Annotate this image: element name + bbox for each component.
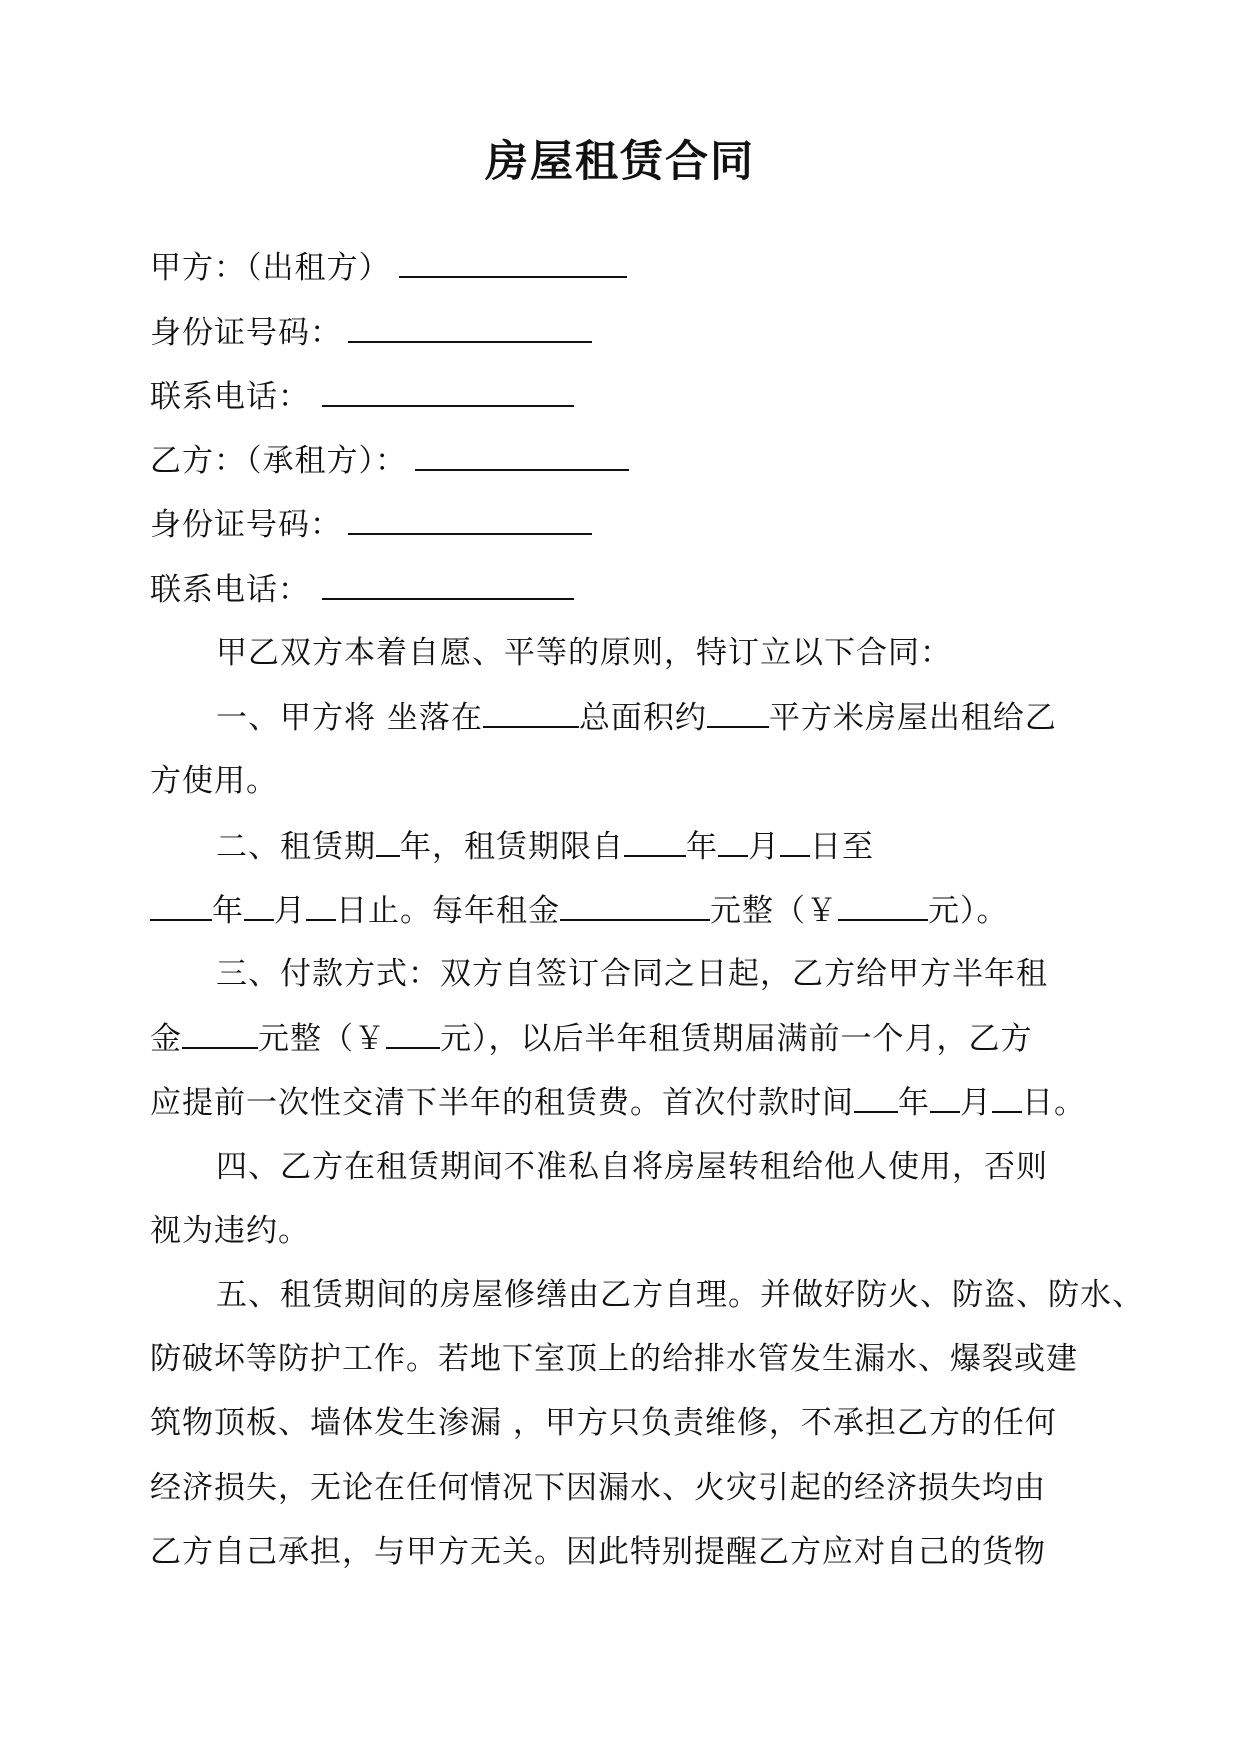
party-b-line: [150, 439, 629, 482]
clause-3-line-2: [150, 1017, 1033, 1060]
clause-4-line-2: 视为违约。: [150, 1213, 310, 1249]
party-b-phone-blank: [322, 568, 574, 600]
party-b-id-label: 身份证号码：: [150, 507, 342, 543]
clause-2-text: 元）。: [928, 893, 1009, 929]
clause-1-line-1: [216, 696, 1057, 739]
clause-1-text: 一、甲方将 坐落在: [216, 700, 483, 736]
party-a-id-blank: [348, 311, 592, 343]
end-month-blank: [244, 889, 274, 921]
half-year-rent-blank: [182, 1017, 258, 1049]
clause-5-line-3: 筑物顶板、墙体发生渗漏 ，甲方只负责维修，不承担乙方的任何: [150, 1405, 1057, 1441]
party-b-label: 乙方：（承租方）：: [150, 443, 407, 479]
clause-2-text: 日止。每年租金: [336, 893, 560, 929]
clause-3-text: 月: [960, 1085, 992, 1121]
clause-3-text: 年: [898, 1085, 930, 1121]
party-a-label: 甲方：（出租方）: [150, 250, 391, 286]
party-a-name-blank: [399, 246, 627, 278]
clause-3-text: 元整（￥: [258, 1021, 386, 1057]
party-a-id-label: 身份证号码：: [150, 315, 342, 351]
clause-2-text: 日至: [810, 829, 874, 865]
clause-2-text: 年，租赁期限自: [400, 829, 624, 865]
half-year-rent-figure-blank: [386, 1017, 440, 1049]
party-b-phone-line: [150, 568, 574, 611]
start-year-blank: [624, 825, 686, 857]
clause-2-text: 月: [748, 829, 780, 865]
first-payment-day-blank: [992, 1081, 1022, 1113]
clause-5-line-1: 五、租赁期间的房屋修缮由乙方自理。并做好防火、防盗、防水、: [216, 1277, 1144, 1313]
clause-3-text: 日。: [1022, 1085, 1086, 1121]
party-b-id-blank: [348, 503, 592, 535]
clause-2-text: 年: [686, 829, 718, 865]
start-month-blank: [718, 825, 748, 857]
clause-5-line-2: 防破坏等防护工作。若地下室顶上的给排水管发生漏水、爆裂或建: [150, 1341, 1078, 1377]
clause-1-text: 平方米房屋出租给乙: [768, 700, 1057, 736]
clause-2-text: 年: [212, 893, 244, 929]
party-b-name-blank: [415, 439, 629, 471]
clause-3-text: 元），以后半年租赁期届满前一个月，乙方: [440, 1021, 1033, 1057]
clause-2-text: 月: [274, 893, 306, 929]
party-a-line: [150, 246, 627, 289]
first-payment-year-blank: [854, 1081, 898, 1113]
term-years-blank: [376, 825, 400, 857]
clause-5-line-5: 乙方自己承担，与甲方无关。因此特别提醒乙方应对自己的货物: [150, 1534, 1046, 1570]
party-b-id-line: [150, 503, 592, 546]
clause-3-text: 应提前一次性交清下半年的租赁费。首次付款时间: [150, 1085, 854, 1121]
clause-3-text: 金: [150, 1021, 182, 1057]
clause-1-text: 总面积约: [578, 700, 707, 736]
start-day-blank: [780, 825, 810, 857]
end-year-blank: [150, 889, 212, 921]
clause-2-text: 二、租赁期: [216, 829, 376, 865]
clause-2-line-2: [150, 889, 1009, 932]
annual-rent-figure-blank: [838, 889, 928, 921]
document-title: 房屋租赁合同: [485, 137, 755, 187]
party-a-phone-blank: [322, 375, 574, 407]
clause-2-line-1: [216, 825, 874, 868]
intro-paragraph: 甲乙双方本着自愿、平等的原则，特订立以下合同：: [216, 635, 952, 671]
clause-2-text: 元整（￥: [710, 893, 838, 929]
party-b-phone-label: 联系电话：: [150, 572, 310, 608]
clause-3-line-3: [150, 1081, 1086, 1124]
clause-5-line-4: 经济损失，无论在任何情况下因漏水、火灾引起的经济损失均由: [150, 1470, 1046, 1506]
end-day-blank: [306, 889, 336, 921]
location-blank: [483, 696, 579, 728]
annual-rent-blank: [560, 889, 710, 921]
area-blank: [707, 696, 769, 728]
party-a-id-line: [150, 311, 592, 354]
first-payment-month-blank: [930, 1081, 960, 1113]
party-a-phone-label: 联系电话：: [150, 379, 310, 415]
clause-3-line-1: 三、付款方式：双方自签订合同之日起，乙方给甲方半年租: [216, 956, 1048, 992]
party-a-phone-line: [150, 375, 574, 418]
clause-4-line-1: 四、乙方在租赁期间不准私自将房屋转租给他人使用，否则: [216, 1149, 1048, 1185]
clause-1-line-2: 方使用。: [150, 763, 278, 799]
